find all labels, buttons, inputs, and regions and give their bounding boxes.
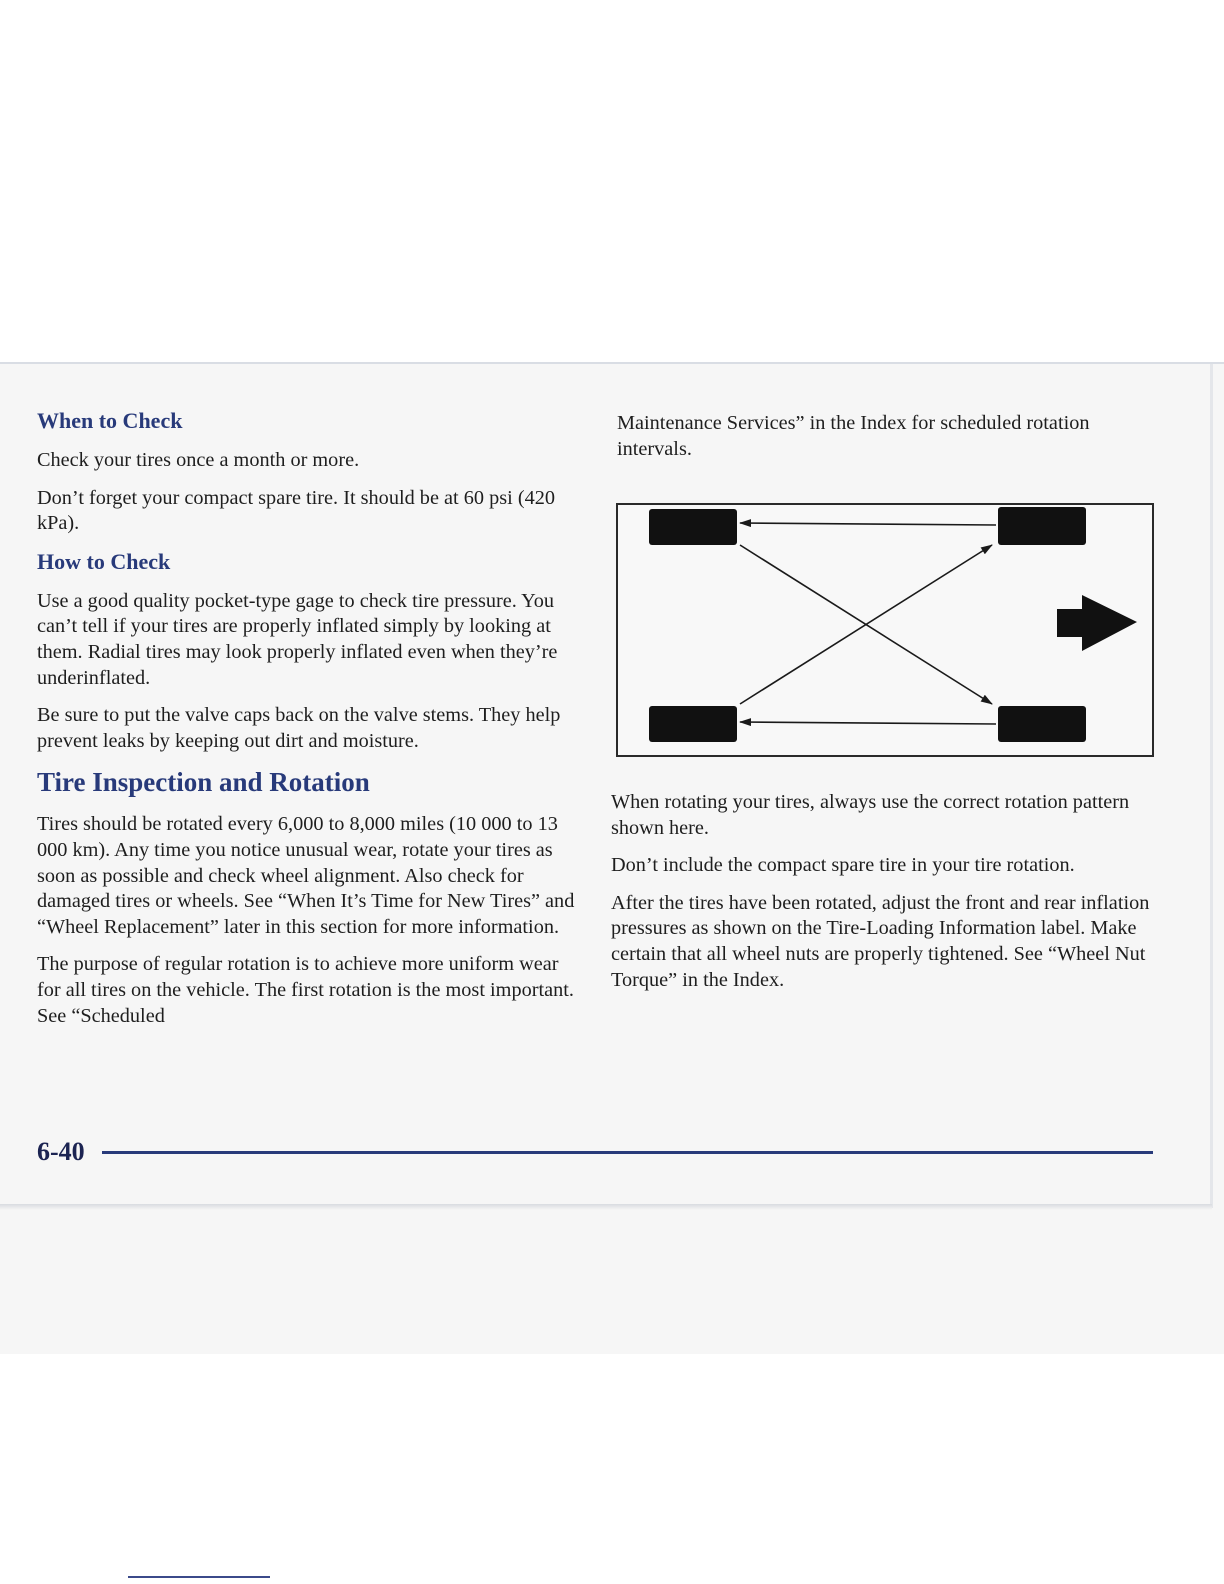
tire-left-front bbox=[649, 509, 737, 545]
right-column bbox=[617, 411, 1157, 474]
when-to-check-heading: When to Check bbox=[37, 408, 183, 433]
continuation-paragraph: Maintenance Services” in the Index for scheduled rotation intervals. bbox=[617, 412, 1090, 460]
how-to-check-paragraph-1: Use a good quality pocket-type gage to check tire pressure. You can’t tell if your tires are properly inflated simply by looking at them. Radial tires may look properly inflated even when they’re underinflated. bbox=[37, 589, 558, 689]
when-to-check-paragraph-1: Check your tires once a month or more. bbox=[37, 449, 360, 471]
page-number: 6-40 bbox=[37, 1137, 85, 1166]
tire-left-rear bbox=[649, 706, 737, 742]
how-to-check-heading: How to Check bbox=[37, 548, 171, 574]
how-to-check-paragraph-2: Be sure to put the valve caps back on the valve stems. They help prevent leaks by keeping out dirt and moisture. bbox=[37, 704, 561, 752]
tire-right-rear bbox=[998, 706, 1086, 742]
page-top-edge bbox=[0, 362, 1224, 364]
page-bottom-shadow bbox=[0, 1204, 1212, 1210]
tire-right-front bbox=[998, 507, 1086, 545]
right-column-lower bbox=[611, 790, 1156, 1005]
left-column bbox=[37, 408, 577, 1041]
tire-inspection-rotation-heading: Tire Inspection and Rotation bbox=[37, 767, 370, 798]
tire-rotation-diagram bbox=[616, 503, 1156, 759]
rotation-paragraph-2: The purpose of regular rotation is to achieve more uniform wear for all tires on the vehicle. The first rotation is the most important. See “Scheduled bbox=[37, 953, 574, 1027]
after-rotation-paragraph: After the tires have been rotated, adjust the front and rear inflation pressures as shown on the Tire-Loading Information label. Make certain that all wheel nuts are properly tightened. See “Wheel Nut Torque” in the Index. bbox=[611, 891, 1150, 991]
compact-spare-paragraph: Don’t include the compact spare tire in your tire rotation. bbox=[611, 854, 1075, 877]
rotation-paragraph-1: Tires should be rotated every 6,000 to 8,000 miles (10 000 to 13 000 km). Any time you notice unusual wear, rotate your tires as soon as possible and check wheel alignment. Also check for damaged tires or wheels. See “When It’s Time for New Tires” and “Wheel Replacement” later in this section for more information. bbox=[37, 813, 575, 938]
bottom-stray-rule bbox=[128, 1576, 270, 1578]
rotation-pattern-paragraph: When rotating your tires, always use the correct rotation pattern shown here. bbox=[611, 791, 1130, 839]
footer-rule bbox=[102, 1151, 1153, 1154]
page-right-edge bbox=[1210, 364, 1213, 1208]
when-to-check-paragraph-2: Don’t forget your compact spare tire. It should be at 60 psi (420 kPa). bbox=[37, 486, 555, 535]
